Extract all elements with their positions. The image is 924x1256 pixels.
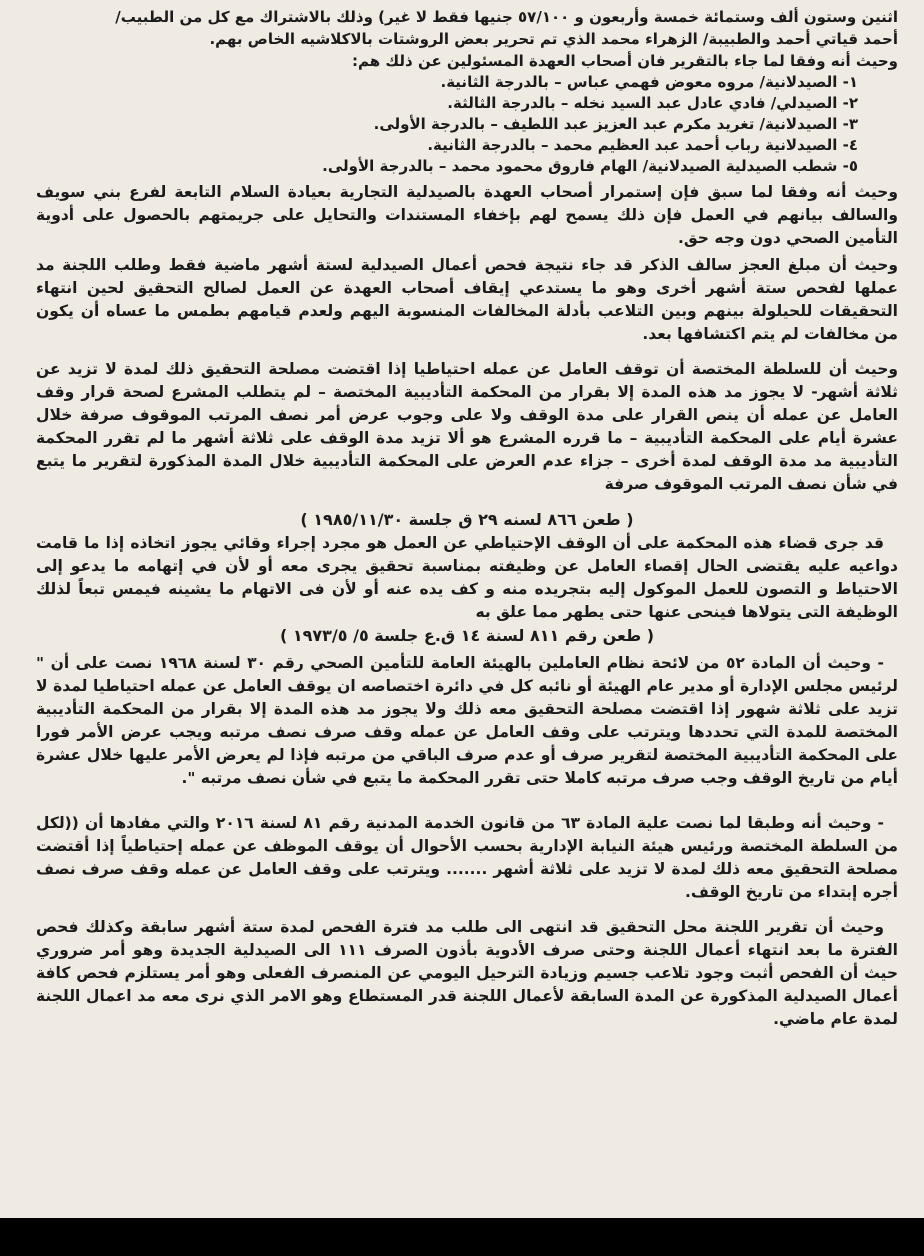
- paragraph-deficit: وحيث أن مبلغ العجز سالف الذكر قد جاء نتيجة فحص أعمال الصيدلية لستة أشهر ماضية فقط وطلب اللجنة مد عملها لفحص ستة أشهر أخرى وهو ما يستدعي إيقاف أصحاب العهدة عن العمل لصالح التحقيق لحين انتهاء التحقيقات للحيلولة بينهم وبين التلاعب بأدلة المخالفات المنسوبة اليهم ولعدم قيامهم بطمس ما عساه أن يكون من مخالفات لم يتم اكتشافها بعد.: [36, 256, 898, 343]
- list-item: ٤- الصيدلانية رباب أحمد عبد العظيم محمد – بالدرجة الثانية.: [427, 136, 858, 154]
- paragraph-article-52: - وحيث أن المادة ٥٢ من لائحة نظام العاملين بالهيئة العامة للتأمين الصحي رقم ٣٠ لسنة ١٩٦٨ نصت على أن " لرئيس مجلس الإدارة أو مدير عام الهيئة أو نائبه كل في دائرة اختصاصه ان يوقف العامل عن عمله احتياطيا لمدة لا تزيد على ثلاثة شهور إذا اقتضت مصلحة التحقيق معه ذلك ولا يجوز مد هذه المدة إلا بقرار من المحكمة التأديبية المختصة للمدة التي تحددها ويترتب على وقف العامل عن عمله وقف صرف نصف مرتبه ويجب عرض الأمر فورا على المحكمة التأديبية المختصة لتقرير صرف أو عدم صرف الباقي من مرتبه فإذا لم يعرض الأمر عليها خلال عشرة أيام من تاريخ الوقف وجب صرف مرتبه كاملا حتى تقرر المحكمة ما يتبع في شأن نصف مرتبه ".: [36, 654, 898, 787]
- list-item: ٢- الصيدلي/ فادي عادل عبد السيد نخله – بالدرجة الثالثة.: [447, 94, 858, 112]
- intro-line-2: أحمد قياتي أحمد والطبيبة/ الزهراء محمد الذي تم تحرير بعض الروشتات بالاكلاشيه الخاص بهم.: [209, 30, 898, 48]
- intro-line-3: وحيث أنه وفقا لما جاء بالتقرير فان أصحاب العهدة المسئولين عن ذلك هم:: [352, 52, 898, 70]
- paragraph-continuation: وحيث أنه وفقا لما سبق فإن إستمرار أصحاب العهدة بالصيدلية التجارية بعيادة السلام التابعة لفرع بني سويف والسالف بيانهم في العمل فإن ذلك يسمح لهم بإخفاء المستندات والتحايل على جريمتهم بالحصول على أدوية التأمين الصحي دون وجه حق.: [36, 183, 898, 247]
- citation-1: ( طعن ٨٦٦ لسنه ٢٩ ق جلسة ١٩٨٥/١١/٣٠ ): [300, 510, 634, 529]
- document-body: [36, 6, 898, 1031]
- list-item: ٣- الصيدلانية/ تغريد مكرم عبد العزيز عبد اللطيف – بالدرجة الأولى.: [373, 115, 858, 133]
- list-item: ١- الصيدلانية/ مروه معوض فهمي عباس – بالدرجة الثانية.: [440, 73, 858, 91]
- paragraph-court-ruling: قد جرى قضاء هذه المحكمة على أن الوقف الإحتياطي عن العمل هو مجرد إجراء وقائي يجوز اتخاذه إذا ما قامت دواعيه عليه يقتضى الحال إقصاء العامل عن وظيفته بمناسبة تحقيق يجرى معه أو لأن في إتهامه ما يدعو إلى الاحتياط و التصون للعمل الموكول إليه بتجريده منه و كف يده عنه أو لأن فى الاتهام ما يشينه فيمس تبعاً لذلك الوظيفة التى يتولاها فينحى عنها حتى يطهر مما علق به: [36, 534, 898, 621]
- citation-2: ( طعن رقم ٨١١ لسنة ١٤ ق.ع جلسة ٥/ ١٩٧٣/٥ ): [279, 626, 655, 645]
- custodians-list: [36, 72, 898, 177]
- list-item: ٥- شطب الصيدلية الصيدلانية/ الهام فاروق محمود محمد – بالدرجة الأولى.: [322, 157, 858, 175]
- paragraph-article-63: - وحيث أنه وطبقا لما نصت علية المادة ٦٣ من قانون الخدمة المدنية رقم ٨١ لسنة ٢٠١٦ والتي مفادها أن ((لكل من السلطة المختصة ورئيس هيئة النيابة الإدارية بحسب الأحوال أن يوقف الموظف عن عمله إحتياطياً إذا أقتضت مصلحة التحقيق معه ذلك لمدة لا تزيد على ثلاثة أشهر ....... ويترتب على وقف العامل عن عمله وقف صرف نصف أجره إبتداء من تاريخ الوقف.: [36, 814, 898, 901]
- paragraph-suspension-authority: وحيث أن للسلطة المختصة أن توقف العامل عن عمله احتياطيا إذا اقتضت مصلحة التحقيق ذلك لمدة لا تزيد عن ثلاثة أشهر- لا يجوز مد هذه المدة إلا بقرار من المحكمة التأديبية المختصة – لم يتطلب المشرع لصحة قرار وقف العامل عن عمله أن ينص القرار على مدة الوقف ولا على وجوب عرض أمر نصف المرتب الموقوف صرفة خلال عشرة أيام على المحكمة التأديبية – ما قرره المشرع هو ألا تزيد مدة الوقف على ثلاثة أشهر ما لم تقرر المحكمة التأديبية مد مدة الوقف لمدة أخرى – جزاء عدم العرض على المحكمة التأديبية خلال المدة المذكورة لتقرير ما يتبع في شأن نصف المرتب الموقوف صرفة: [36, 360, 898, 493]
- bottom-black-bar: [0, 1218, 924, 1256]
- intro-line-1: اثنين وستون ألف وستمائة خمسة وأربعون و ٥٧/١٠٠ جنيها فقط لا غير) وذلك بالاشتراك مع كل من الطبيب/: [115, 8, 898, 26]
- paragraph-final: وحيث أن تقرير اللجنة محل التحقيق قد انتهى الى طلب مد فترة الفحص لمدة ستة أشهر سابقة وكذلك فحص الفترة ما بعد انتهاء أعمال اللجنة وحتى صرف الأدوية بأذون الصرف ١١١ الى الصيدلية الجديدة وهو أمر ضروري حيث أن الفحص أثبت وجود تلاعب جسيم وزيادة الترحيل اليومي عن المنصرف الفعلى وهو أمر يستلزم فحص كافة أعمال الصيدلية المذكورة عن المدة السابقة لأعمال اللجنة قدر المستطاع وهو الامر الذي نرى معه مد اعمال اللجنة لمدة عام ماضي.: [36, 918, 898, 1028]
